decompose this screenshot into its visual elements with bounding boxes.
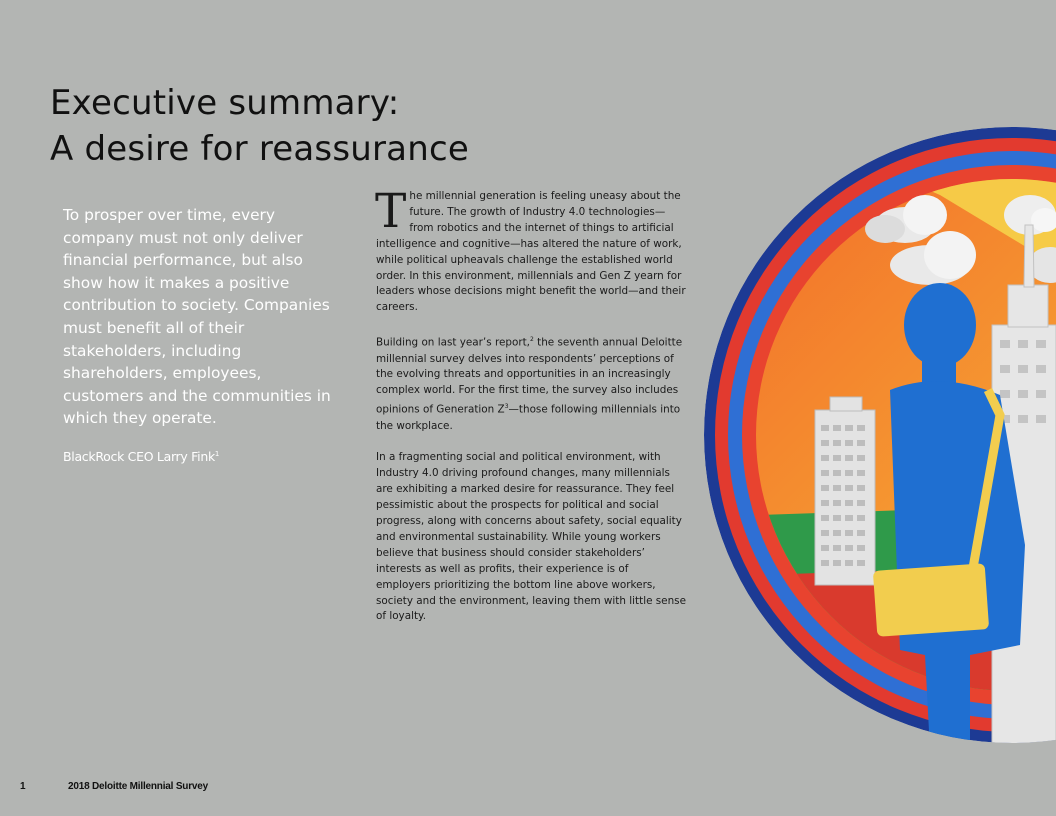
- body-text: [375, 184, 686, 641]
- footnote-ref-2: 2: [529, 336, 534, 344]
- paragraph-1-text: he millennial generation is feeling uneasy about the future. The growth of Industry 4.0 technologies—from robotics and the internet of things to artificial intelligence and cognitive—has altered the nature of work, while political upheavals challenge the established world order. In this environment, millennials and Gen Z yearn for leaders whose decisions might benefit the world—and their careers.: [376, 190, 686, 314]
- drop-cap: T: [375, 184, 407, 239]
- paragraph-2-text-c: —those following millennials into the workplace.: [376, 403, 681, 432]
- title-line-1: Executive summary:: [50, 83, 400, 123]
- paper-cut-city-illustration: [700, 125, 1056, 750]
- bag-yellow: [873, 563, 989, 637]
- title-line-2: A desire for reassurance: [50, 129, 469, 169]
- paragraph-3: In a fragmenting social and political environment, with Industry 4.0 driving profound changes, many millennials are exhibiting a marked desire for reassurance. They feel pessimistic about the prospects for political and social progress, along with concerns about safety, social equality and environmental sustainability. While young workers believe that business should consider stakeholders’ interests as well as profits, their experience is of employers prioritizing the bottom line above workers, society and the environment, leaving them with little sense of loyalty.: [376, 451, 686, 623]
- footnote-ref-1: 1: [214, 449, 220, 458]
- page-number: 1: [20, 781, 26, 792]
- quote-author: BlackRock CEO Larry Fink: [63, 449, 215, 464]
- paragraph-2: [376, 332, 686, 434]
- pull-quote: To prosper over time, every company must not only deliver financial performance, but also show how it makes a positive contribution to society. Companies must benefit all of their stakeholders, including shareholders, employees, customers and the communities in which they operate.: [63, 206, 331, 428]
- paragraph-2-text-b: the seventh annual Deloitte millennial survey delves into respondents’ perceptions of the evolving threats and opportunities in an increasingly complex world. For the first time, the survey also includes opinions of Generation Z: [376, 336, 683, 416]
- footnote-ref-3: 3: [504, 403, 509, 411]
- quote-attribution: [63, 449, 219, 464]
- paragraph-1: [375, 184, 686, 316]
- publication-title: 2018 Deloitte Millennial Survey: [68, 781, 208, 792]
- page-title: [50, 80, 469, 172]
- paragraph-2-text-a: Building on last year’s report,: [376, 336, 530, 349]
